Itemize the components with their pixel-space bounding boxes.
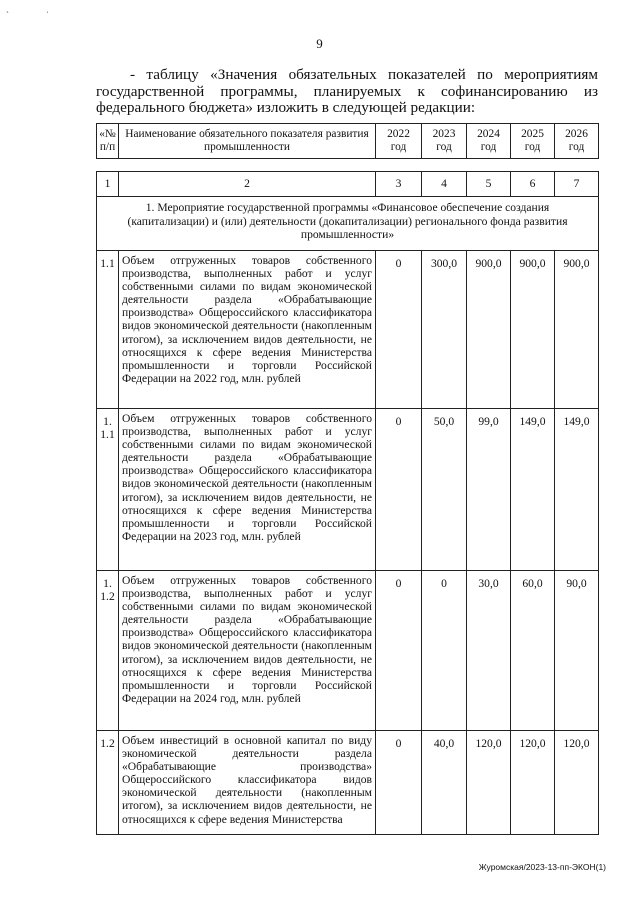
- indicator-name: Объем отгруженных товаров собственного производства, выполненных работ и услуг собственными силами по видам экономической деятельности раздела «Обрабатывающие производства» Общероссийского классификатора видов экономической деятельности (накопленным итогом), за исключением видов деятельности, не относящихся к сфере ведения Министерства промышленности и торговли Российской Федерации на 2024 год, млн. рублей: [119, 571, 376, 731]
- value-2022: 0: [376, 251, 422, 409]
- col-number: 5: [467, 172, 511, 197]
- header-year: 2023 год: [422, 124, 467, 159]
- col-number: 3: [376, 172, 422, 197]
- header-year: 2025 год: [511, 124, 555, 159]
- value-2023: 0: [422, 571, 467, 731]
- header-year: 2022 год: [376, 124, 422, 159]
- section-title: 1. Мероприятие государственной программы «Финансовое обеспечение создания (капитализации) и (или) деятельности (докапитализации) регионального фонда развития промышленности»: [97, 197, 599, 251]
- document-footer-code: Журомская/2023-13-пп-ЭКОН(1): [478, 862, 606, 872]
- indicator-name: Объем отгруженных товаров собственного производства, выполненных работ и услуг собственными силами по видам экономической деятельности раздела «Обрабатывающие производства» Общероссийского классификатора видов экономической деятельности (накопленным итогом), за исключением видов деятельности, не относящихся к сфере ведения Министерства промышленности и торговли Российской Федерации на 2022 год, млн. рублей: [119, 251, 376, 409]
- value-2026: 149,0: [555, 409, 599, 571]
- page-number: 9: [316, 36, 323, 51]
- value-2022: 0: [376, 409, 422, 571]
- intro-paragraph: - таблицу «Значения обязательных показателей по мероприятиям государственной программы, планируемых к софинансированию из федерального бюджета» изложить в следующей редакции:: [96, 66, 598, 116]
- header-name: Наименование обязательного показателя развития промышленности: [119, 124, 376, 159]
- value-2024: 99,0: [467, 409, 511, 571]
- value-2022: 0: [376, 571, 422, 731]
- value-2025: 900,0: [511, 251, 555, 409]
- value-2026: 120,0: [555, 731, 599, 835]
- column-number-row: [97, 172, 599, 197]
- table-row: [97, 251, 599, 409]
- table-body: [96, 171, 599, 835]
- indicator-name: Объем отгруженных товаров собственного производства, выполненных работ и услуг собственными силами по видам экономической деятельности раздела «Обрабатывающие производства» Общероссийского классификатора видов экономической деятельности (накопленным итогом), за исключением видов деятельности, не относящихся к сфере ведения Министерства промышленности и торговли Российской Федерации на 2023 год, млн. рублей: [119, 409, 376, 571]
- value-2024: 900,0: [467, 251, 511, 409]
- scan-speck: ˈ: [46, 10, 49, 20]
- col-number: 4: [422, 172, 467, 197]
- value-2023: 40,0: [422, 731, 467, 835]
- row-number: 1.1.2: [97, 571, 119, 731]
- col-number: 1: [97, 172, 119, 197]
- value-2023: 300,0: [422, 251, 467, 409]
- table-header: [96, 123, 599, 159]
- table-row: [97, 731, 599, 835]
- col-number: 6: [511, 172, 555, 197]
- value-2025: 120,0: [511, 731, 555, 835]
- value-2024: 120,0: [467, 731, 511, 835]
- value-2023: 50,0: [422, 409, 467, 571]
- scan-speck: ˋ: [6, 10, 9, 20]
- value-2022: 0: [376, 731, 422, 835]
- value-2025: 149,0: [511, 409, 555, 571]
- value-2026: 900,0: [555, 251, 599, 409]
- value-2025: 60,0: [511, 571, 555, 731]
- row-number: 1.1.1: [97, 409, 119, 571]
- header-num: «№ п/п: [97, 124, 119, 159]
- header-year: 2024 год: [467, 124, 511, 159]
- col-number: 7: [555, 172, 599, 197]
- col-number: 2: [119, 172, 376, 197]
- value-2024: 30,0: [467, 571, 511, 731]
- row-number: 1.1: [97, 251, 119, 409]
- value-2026: 90,0: [555, 571, 599, 731]
- section-row: [97, 197, 599, 251]
- table-row: [97, 571, 599, 731]
- indicator-name: Объем инвестиций в основной капитал по виду экономической деятельности раздела «Обрабатывающие производства» Общероссийского классификатора видов экономической деятельности (накопленным итогом), за исключением видов деятельности, не относящихся к сфере ведения Министерства: [119, 731, 376, 835]
- table-row: [97, 409, 599, 571]
- header-year: 2026 год: [555, 124, 599, 159]
- row-number: 1.2: [97, 731, 119, 835]
